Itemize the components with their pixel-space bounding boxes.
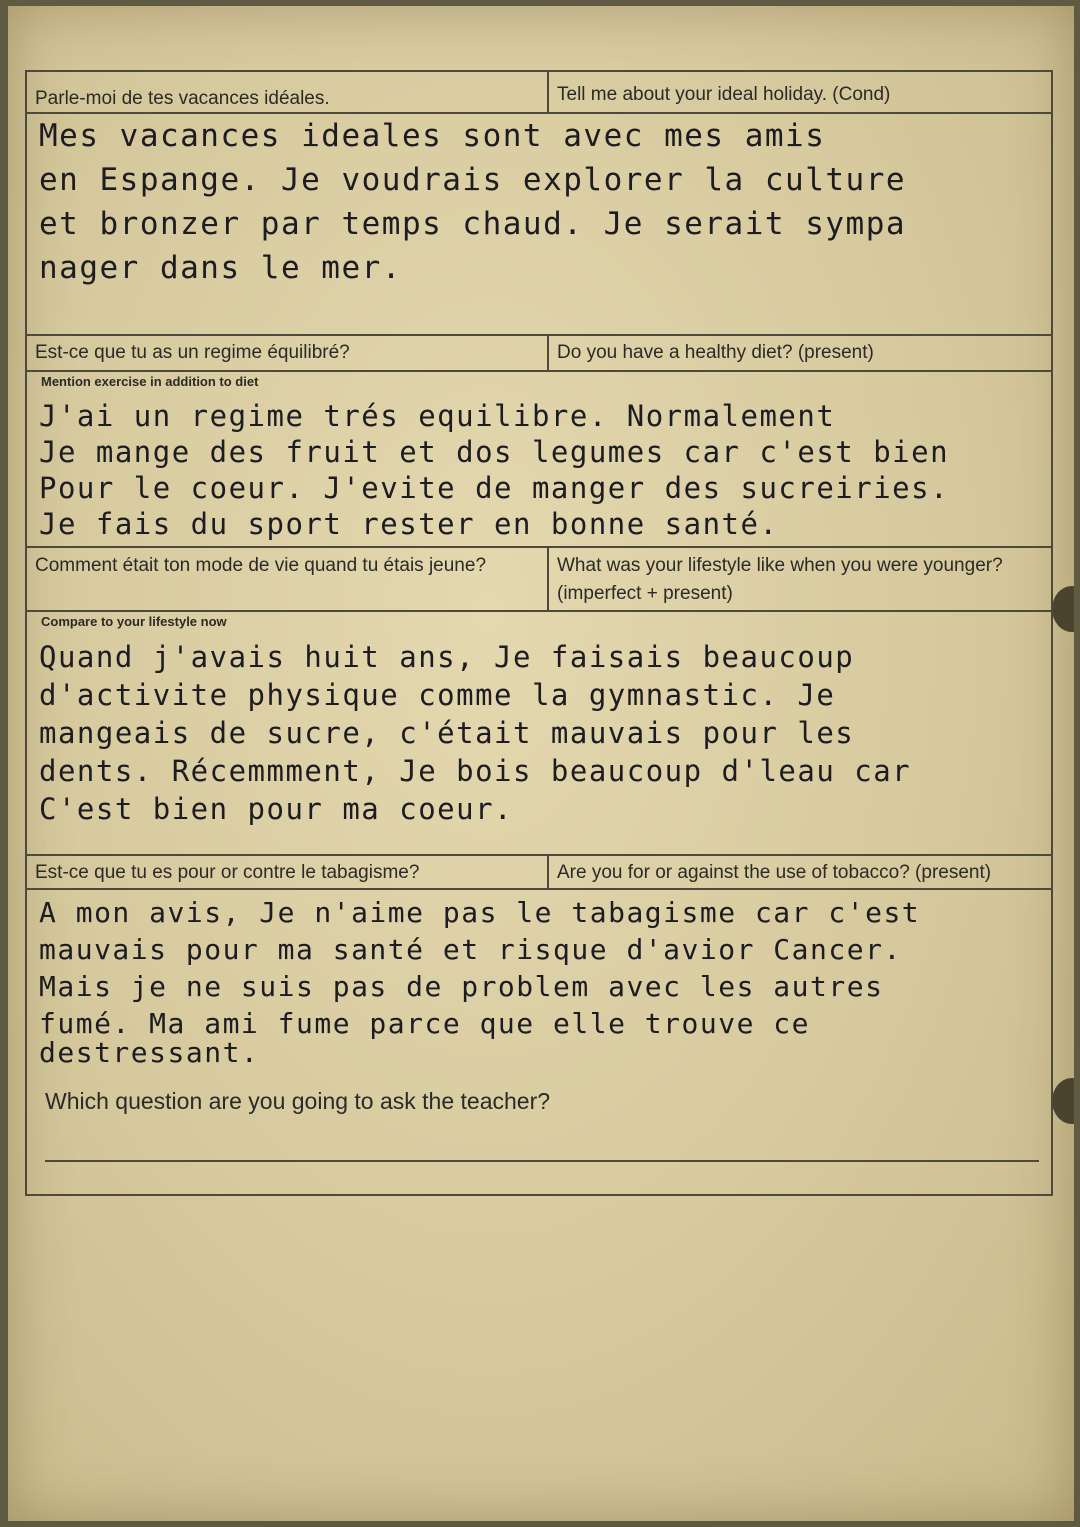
answer-line: d'activite physique comme la gymnastic. Je [39,678,836,712]
answer-line: dents. Récemmment, Je bois beaucoup d'leau car [39,754,912,788]
final-question: Which question are you going to ask the teacher? [45,1088,551,1114]
answer-line: Mes vacances ideales sont avec mes amis [39,118,826,154]
answer-line: Pour le coeur. J'evite de manger des sucreiries. [39,471,950,505]
prompt-row-diet [27,334,1051,372]
answer-line: et bronzer par temps chaud. Je serait sympa [39,206,907,242]
worksheet-table [25,70,1053,1196]
answer-line: fumé. Ma ami fume parce que elle trouve ce [39,1007,811,1040]
punch-hole [1052,1078,1074,1124]
answer-line: mangeais de sucre, c'était mauvais pour les [39,716,855,750]
prompt-french: Parle-moi de tes vacances idéales. [35,88,330,109]
prompt-note: Compare to your lifestyle now [41,614,227,629]
answer-line: C'est bien pour ma coeur. [39,792,513,826]
answer-holiday [39,114,1043,290]
prompt-row-lifestyle [27,546,1051,612]
answer-line: J'ai un regime trés equilibre. Normalement [39,399,836,433]
prompt-english: Are you for or against the use of tobacco? (present) [547,856,1051,888]
prompt-french: Est-ce que tu es pour or contre le tabagisme? [35,862,420,883]
answer-line: Quand j'avais huit ans, Je faisais beaucoup [39,640,855,674]
answer-line: destressant. [39,1036,260,1069]
answer-line: Je mange des fruit et dos legumes car c'est bien [39,435,950,469]
prompt-english: Do you have a healthy diet? (present) [547,336,1051,370]
answer-line: Je fais du sport rester en bonne santé. [39,507,779,541]
prompt-english: Tell me about your ideal holiday. (Cond) [547,72,1051,112]
prompt-french: Est-ce que tu as un regime équilibré? [35,342,350,363]
answer-blank-line [45,1160,1039,1162]
punch-hole [1052,586,1074,632]
answer-lifestyle [39,638,1043,828]
worksheet-page [8,6,1074,1521]
prompt-row-holiday [27,72,1051,114]
prompt-french: Comment était ton mode de vie quand tu étais jeune? [35,555,487,576]
prompt-english: What was your lifestyle like when you were younger? (imperfect + present) [547,548,1051,610]
prompt-row-tobacco [27,854,1051,890]
answer-line: nager dans le mer. [39,250,402,286]
answer-line: Mais je ne suis pas de problem avec les autres [39,970,884,1003]
answer-line: A mon avis, Je n'aime pas le tabagisme car c'est [39,896,921,929]
answer-tobacco [39,894,1043,1069]
answer-line: mauvais pour ma santé et risque d'avior Cancer. [39,933,902,966]
answer-line: en Espange. Je voudrais explorer la culture [39,162,907,198]
prompt-note: Mention exercise in addition to diet [41,374,259,389]
answer-diet [39,398,1043,542]
